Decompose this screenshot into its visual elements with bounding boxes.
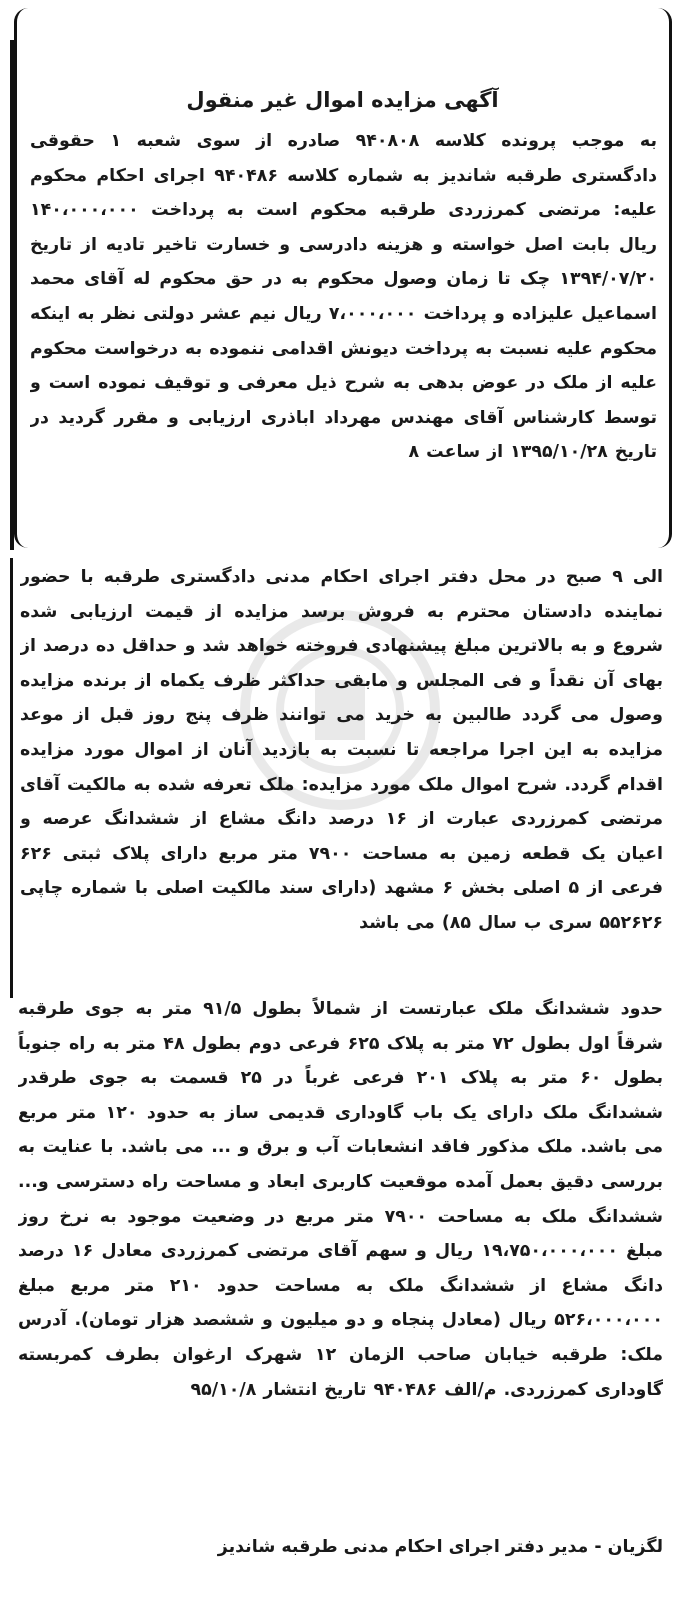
notice-paragraph-1: به موجب پرونده کلاسه ۹۴۰۸۰۸ صادره از سوی شعبه ۱ حقوقی دادگستری طرقبه شاندیز به شماره کلاسه ۹۴۰۴۸۶ اجرای احکام محکوم علیه: مرتضی کمرزردی طرقبه محکوم است به پرداخت ۱۴۰،۰۰۰،۰۰۰ ریال بابت اصل خواسته و هزینه دادرسی و خسارت تاخیر تادیه از تاریخ ۱۳۹۴/۰۷/۲۰ چک تا زمان وصول محکوم به در حق محکوم له آقای محمد اسماعیل علیزاده و پرداخت ۷،۰۰۰،۰۰۰ ریال نیم عشر دولتی نظر به اینکه محکوم علیه نسبت به پرداخت دیونش اقدامی ننموده به درخواست محکوم علیه از ملک در عوض بدهی به شرح ذیل معرفی و توقیف نموده است و توسط کارشناس آقای مهندس مهرداد اباذری ارزیابی و مقرر گردید در تاریخ ۱۳۹۵/۱۰/۲۸ از ساعت ۸ xyxy=(30,131,657,463)
frame-left-border xyxy=(10,40,14,550)
column-left-border xyxy=(10,558,13,998)
notice-paragraph-2: الی ۹ صبح در محل دفتر اجرای احکام مدنی دادگستری طرقبه با حضور نماینده دادستان محترم به فروش برسد مزایده از قیمت ارزیابی شده شروع و به بالاترین مبلغ پیشنهادی فروخته خواهد شد و حداقل ده درصد از بهای آن نقداً و فی المجلس و مابقی حداکثر ظرف یکماه از برنده مزایده وصول می گردد طالبین به خرید می توانند ظرف پنج روز قبل از موعد مزایده به این اجرا مراجعه تا نسبت به بازدید آنان از اموال مورد مزایده اقدام گردد. شرح اموال ملک مورد مزایده: ملک تعرفه شده به مالکیت آقای مرتضی کمرزردی عبارت از ۱۶ درصد دانگ مشاع از ششدانگ عرصه و اعیان یک قطعه زمین به مساحت ۷۹۰۰ متر مربع دارای پلاک ثبتی ۶۲۶ فرعی از ۵ اصلی بخش ۶ مشهد (دارای سند مالکیت اصلی با شماره چاپی ۵۵۲۶۲۶ سری ب سال ۸۵) می باشد xyxy=(20,567,663,933)
notice-signature: لگزیان - مدیر دفتر اجرای احکام مدنی طرقبه شاندیز xyxy=(217,1537,663,1557)
notice-title: آگهی مزایده اموال غیر منقول xyxy=(186,88,499,112)
notice-paragraph-3: حدود ششدانگ ملک عبارتست از شمالاً بطول ۹۱/۵ متر به جوی طرقبه شرقاً اول بطول ۷۲ متر به پلاک ۶۲۵ فرعی دوم بطول ۴۸ متر به راه جنوباً بطول ۶۰ متر به پلاک ۲۰۱ فرعی غرباً در ۲۵ قسمت به جوی طرقدر ششدانگ ملک دارای یک باب گاوداری قدیمی ساز به حدود ۱۲۰ متر مربع می باشد. ملک مذکور فاقد انشعابات آب و برق و ... می باشد. با عنایت به بررسی دقیق بعمل آمده موقعیت کاربری ابعاد و مساحت راه دسترسی و... ششدانگ ملک به مساحت ۷۹۰۰ متر مربع در وضعیت موجود به نرخ روز مبلغ ۱۹،۷۵۰،۰۰۰،۰۰۰ ریال و سهم آقای مرتضی کمرزردی معادل ۱۶ درصد دانگ مشاع از ششدانگ ملک به مساحت حدود ۲۱۰ متر مربع مبلغ ۵۲۶،۰۰۰،۰۰۰ ریال (معادل پنجاه و دو میلیون و ششصد هزار تومان). آدرس ملک: طرقبه خیابان صاحب الزمان ۱۲ شهرک ارغوان بطرف کمربسته گاوداری کمرزردی. م/الف ۹۴۰۴۸۶ تاریخ انتشار ۹۵/۱۰/۸ xyxy=(18,999,663,1400)
